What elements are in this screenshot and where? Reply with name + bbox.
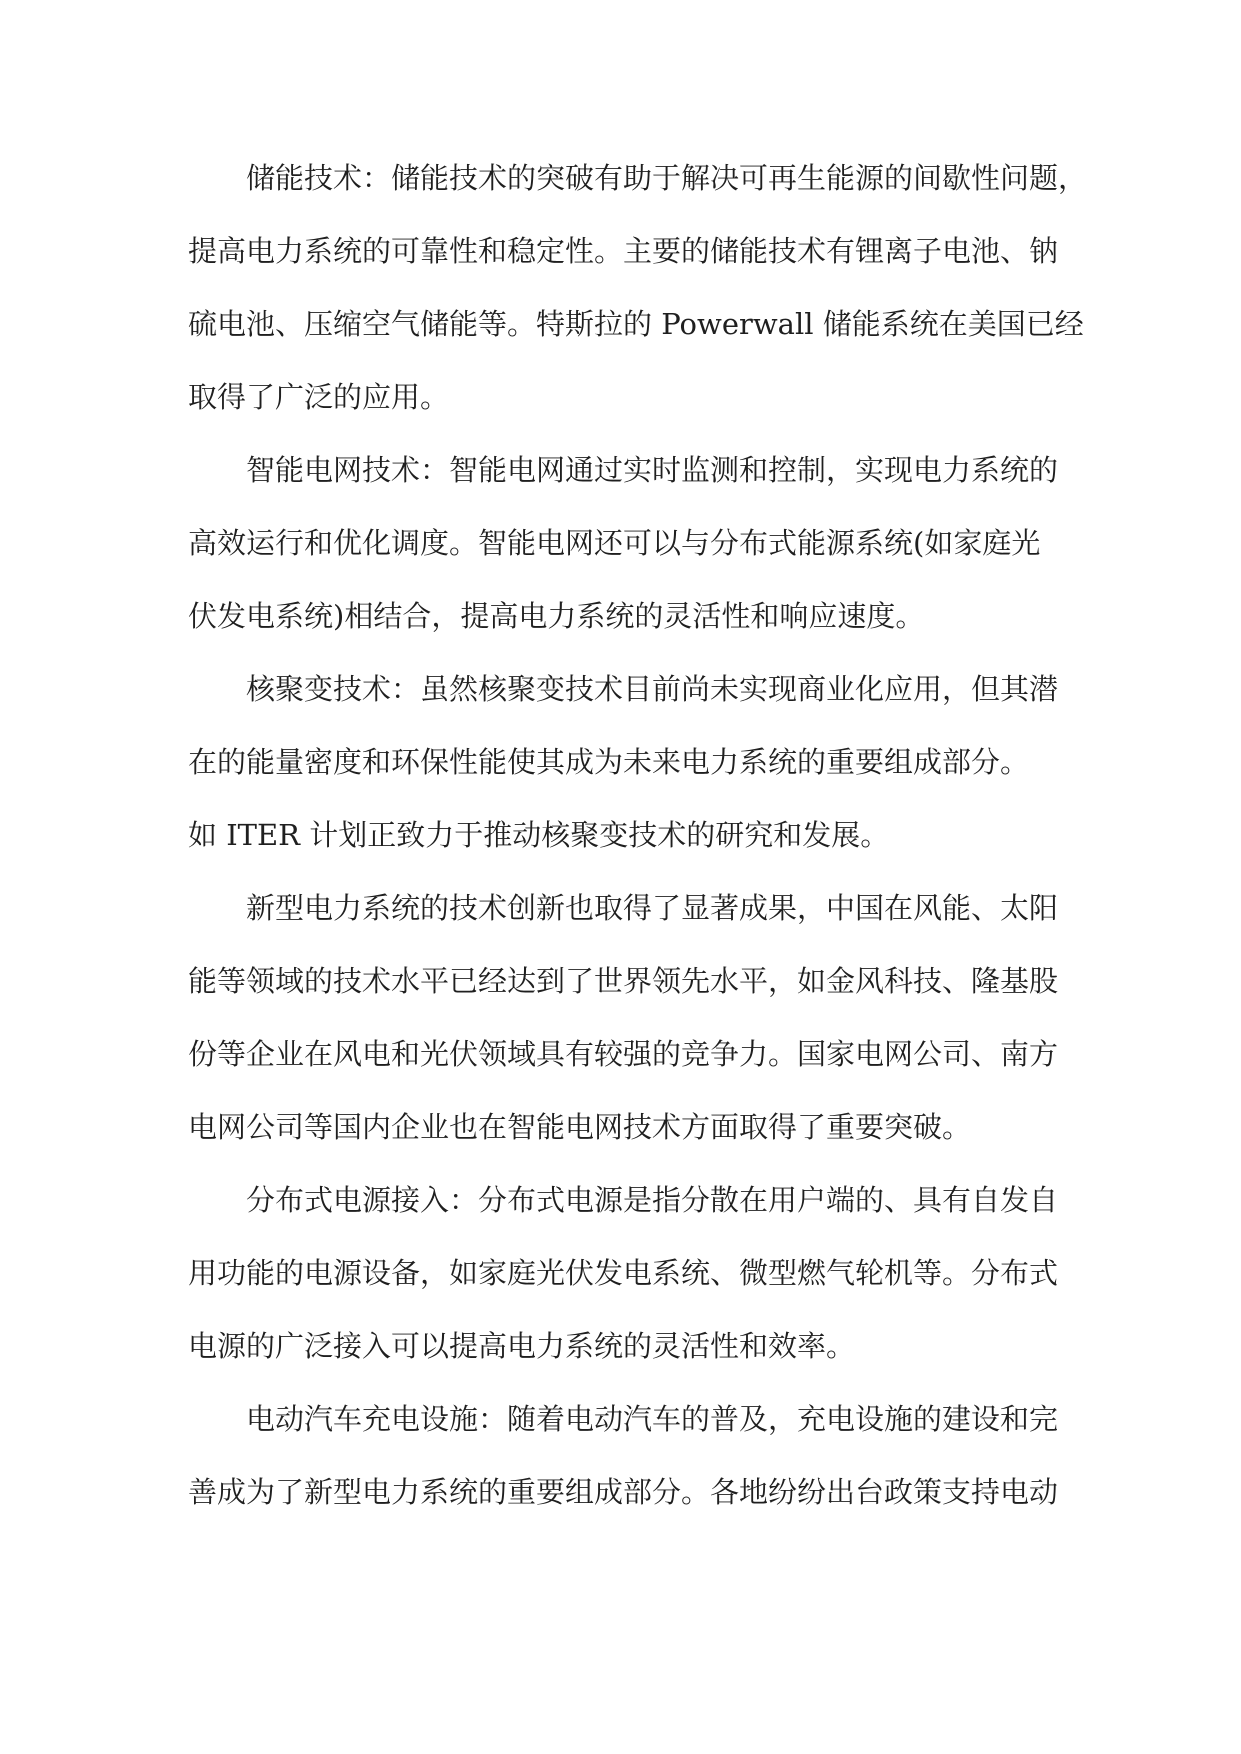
text-line: 用功能的电源设备，如家庭光伏发电系统、微型燃气轮机等。分布式 [188,1256,1059,1290]
text-line: 提高电力系统的可靠性和稳定性。主要的储能技术有锂离子电池、钠 [188,234,1059,268]
text-line: 高效运行和优化调度。智能电网还可以与分布式能源系统(如家庭光 [188,526,1041,560]
text-line: 电动汽车充电设施：随着电动汽车的普及，充电设施的建设和完 [246,1402,1059,1436]
text-line: 核聚变技术：虽然核聚变技术目前尚未实现商业化应用，但其潜 [246,672,1059,706]
text-line: 新型电力系统的技术创新也取得了显著成果，中国在风能、太阳 [246,891,1059,925]
text-line: 份等企业在风电和光伏领域具有较强的竞争力。国家电网公司、南方 [188,1037,1059,1071]
text-line: 电源的广泛接入可以提高电力系统的灵活性和效率。 [188,1329,856,1363]
text-line: 在的能量密度和环保性能使其成为未来电力系统的重要组成部分。 [188,745,1030,779]
paragraph-smart-grid [188,434,1060,653]
text-line: 电网公司等国内企业也在智能电网技术方面取得了重要突破。 [188,1110,972,1144]
text-line: 如 ITER 计划正致力于推动核聚变技术的研究和发展。 [188,818,890,852]
text-line: 取得了广泛的应用。 [188,380,450,414]
paragraph-nuclear-fusion [188,653,1060,872]
text-line: 伏发电系统)相结合，提高电力系统的灵活性和响应速度。 [188,599,925,633]
paragraph-innovation-results [188,872,1060,1164]
text-line: 善成为了新型电力系统的重要组成部分。各地纷纷出台政策支持电动 [188,1475,1059,1509]
document-body [188,142,1088,1529]
text-line: 硫电池、压缩空气储能等。特斯拉的 Powerwall 储能系统在美国已经 [188,307,1084,341]
text-line: 分布式电源接入：分布式电源是指分散在用户端的、具有自发自 [246,1183,1059,1217]
paragraph-distributed-power [188,1164,1060,1383]
text-line: 智能电网技术：智能电网通过实时监测和控制，实现电力系统的 [246,453,1059,487]
paragraph-energy-storage [188,142,1088,434]
paragraph-ev-charging [188,1383,1060,1529]
text-line: 能等领域的技术水平已经达到了世界领先水平，如金风科技、隆基股 [188,964,1059,998]
text-line: 储能技术：储能技术的突破有助于解决可再生能源的间歇性问题， [246,161,1088,195]
